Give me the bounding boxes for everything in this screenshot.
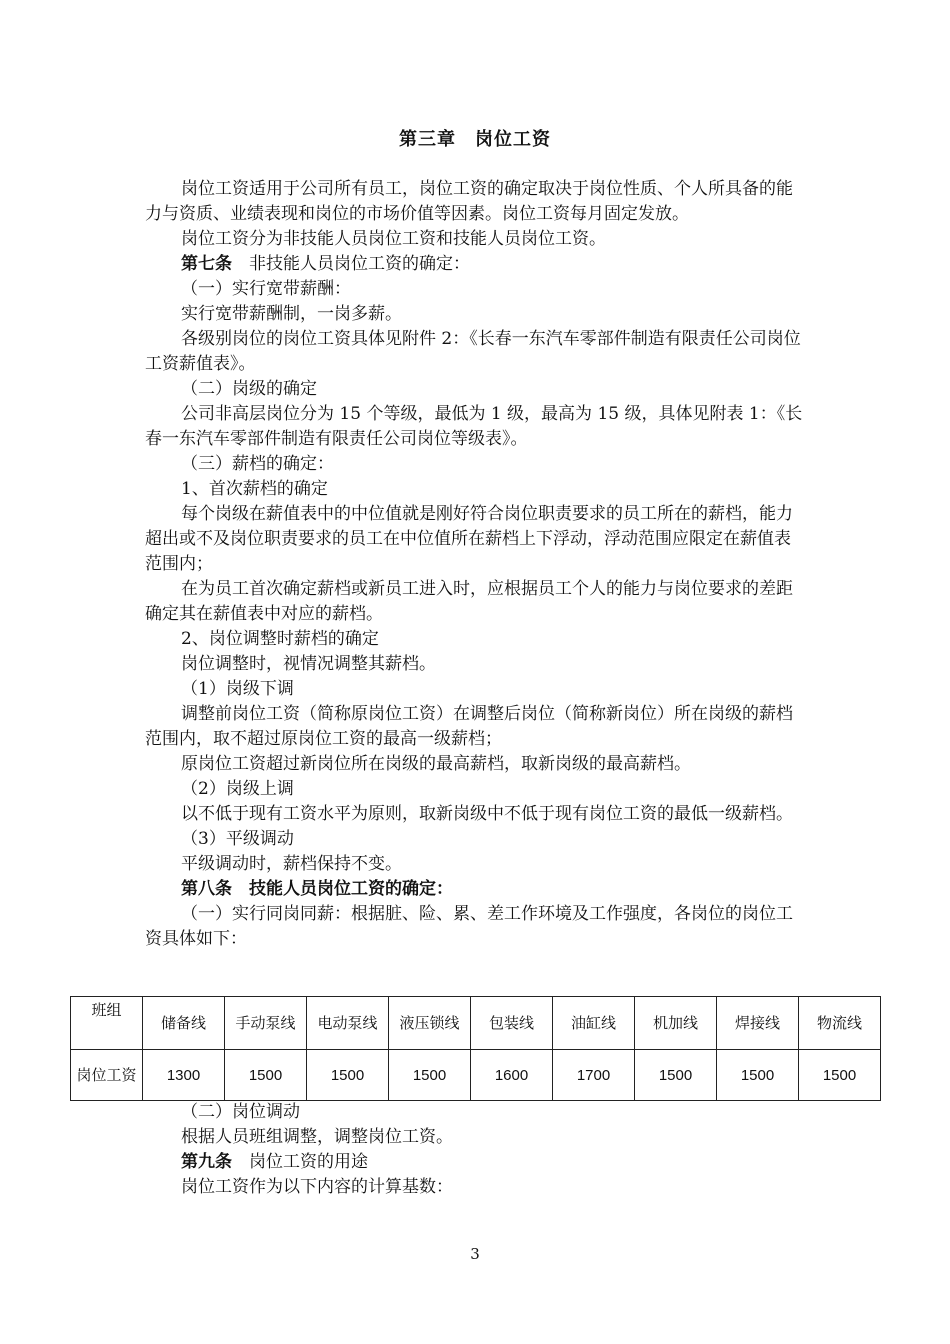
table-header-row (71, 997, 881, 1050)
paragraph: 平级调动时，薪档保持不变。 (181, 854, 402, 874)
document-body-continued (145, 1100, 805, 1200)
paragraph: 每个岗级在薪值表中的中位值就是刚好符合岗位职责要求的员工所在的薪档，能力超出或不及岗位职责要求的员工在中位值所在薪档上下浮动，浮动范围应限定在薪值表范围内； (145, 504, 793, 574)
table-cell: 1500 (635, 1050, 717, 1101)
table-header-cell: 机加线 (635, 997, 717, 1050)
row-label-cell: 岗位工资 (71, 1050, 143, 1101)
paragraph: 2、岗位调整时薪档的确定 (181, 629, 379, 649)
paragraph: 岗位工资作为以下内容的计算基数： (181, 1177, 453, 1197)
paragraph: （一）实行宽带薪酬： (181, 279, 351, 299)
table-cell: 1700 (553, 1050, 635, 1101)
paragraph: 岗位工资分为非技能人员岗位工资和技能人员岗位工资。 (181, 229, 606, 249)
table-header-cell: 电动泵线 (307, 997, 389, 1050)
table-cell: 1500 (799, 1050, 881, 1101)
table-cell: 1300 (143, 1050, 225, 1101)
article-8-heading: 第八条 技能人员岗位工资的确定： (181, 879, 453, 899)
paragraph: （二）岗级的确定 (181, 379, 317, 399)
paragraph: 公司非高层岗位分为 15 个等级，最低为 1 级，最高为 15 级，具体见附表 1：《长春一东汽车零部件制造有限责任公司岗位等级表》。 (145, 404, 803, 449)
paragraph: 1、首次薪档的确定 (181, 479, 328, 499)
paragraph: 实行宽带薪酬制，一岗多薪。 (181, 304, 402, 324)
table-cell: 1500 (389, 1050, 471, 1101)
article-7-heading (145, 252, 805, 277)
table-header-cell: 液压锁线 (389, 997, 471, 1050)
paragraph: 根据人员班组调整，调整岗位工资。 (181, 1127, 453, 1147)
paragraph: 岗位工资适用于公司所有员工，岗位工资的确定取决于岗位性质、个人所具备的能力与资质、业绩表现和岗位的市场价值等因素。岗位工资每月固定发放。 (145, 179, 793, 224)
article-7-label: 第七条 (181, 254, 232, 274)
wage-table (70, 996, 881, 1101)
paragraph: 各级别岗位的岗位工资具体见附件 2：《长春一东汽车零部件制造有限责任公司岗位工资薪值表》。 (145, 329, 801, 374)
document-body (145, 177, 805, 952)
paragraph: 岗位调整时，视情况调整其薪档。 (181, 654, 436, 674)
paragraph: 调整前岗位工资（简称原岗位工资）在调整后岗位（简称新岗位）所在岗级的薪档范围内，取不超过原岗位工资的最高一级薪档； (145, 704, 793, 749)
table-header-cell: 手动泵线 (225, 997, 307, 1050)
chapter-title: 第三章 岗位工资 (399, 129, 551, 150)
table-header-cell: 油缸线 (553, 997, 635, 1050)
paragraph: 在为员工首次确定薪档或新员工进入时，应根据员工个人的能力与岗位要求的差距确定其在薪值表中对应的薪档。 (145, 579, 793, 624)
table-header-cell: 包装线 (471, 997, 553, 1050)
table-cell: 1500 (225, 1050, 307, 1101)
paragraph: （一）实行同岗同薪：根据脏、险、累、差工作环境及工作强度，各岗位的岗位工资具体如下： (145, 904, 793, 949)
table-header-cell: 物流线 (799, 997, 881, 1050)
paragraph: 原岗位工资超过新岗位所在岗级的最高薪档，取新岗级的最高薪档。 (181, 754, 691, 774)
paragraph: （3）平级调动 (181, 829, 294, 849)
paragraph: 以不低于现有工资水平为原则，取新岗级中不低于现有岗位工资的最低一级薪档。 (181, 804, 793, 824)
table-row (71, 1050, 881, 1101)
article-9-heading (145, 1150, 805, 1175)
table-header-cell: 班组 (71, 997, 143, 1050)
paragraph: （二）岗位调动 (181, 1102, 300, 1122)
article-7-text: 非技能人员岗位工资的确定： (232, 254, 470, 274)
table-header-cell: 焊接线 (717, 997, 799, 1050)
page-number: 3 (470, 1245, 480, 1263)
article-9-text: 岗位工资的用途 (232, 1152, 368, 1172)
paragraph: （三）薪档的确定： (181, 454, 334, 474)
table-header-cell: 储备线 (143, 997, 225, 1050)
paragraph: （1）岗级下调 (181, 679, 294, 699)
table-cell: 1600 (471, 1050, 553, 1101)
table-cell: 1500 (717, 1050, 799, 1101)
paragraph: （2）岗级上调 (181, 779, 294, 799)
table-cell: 1500 (307, 1050, 389, 1101)
article-9-label: 第九条 (181, 1152, 232, 1172)
